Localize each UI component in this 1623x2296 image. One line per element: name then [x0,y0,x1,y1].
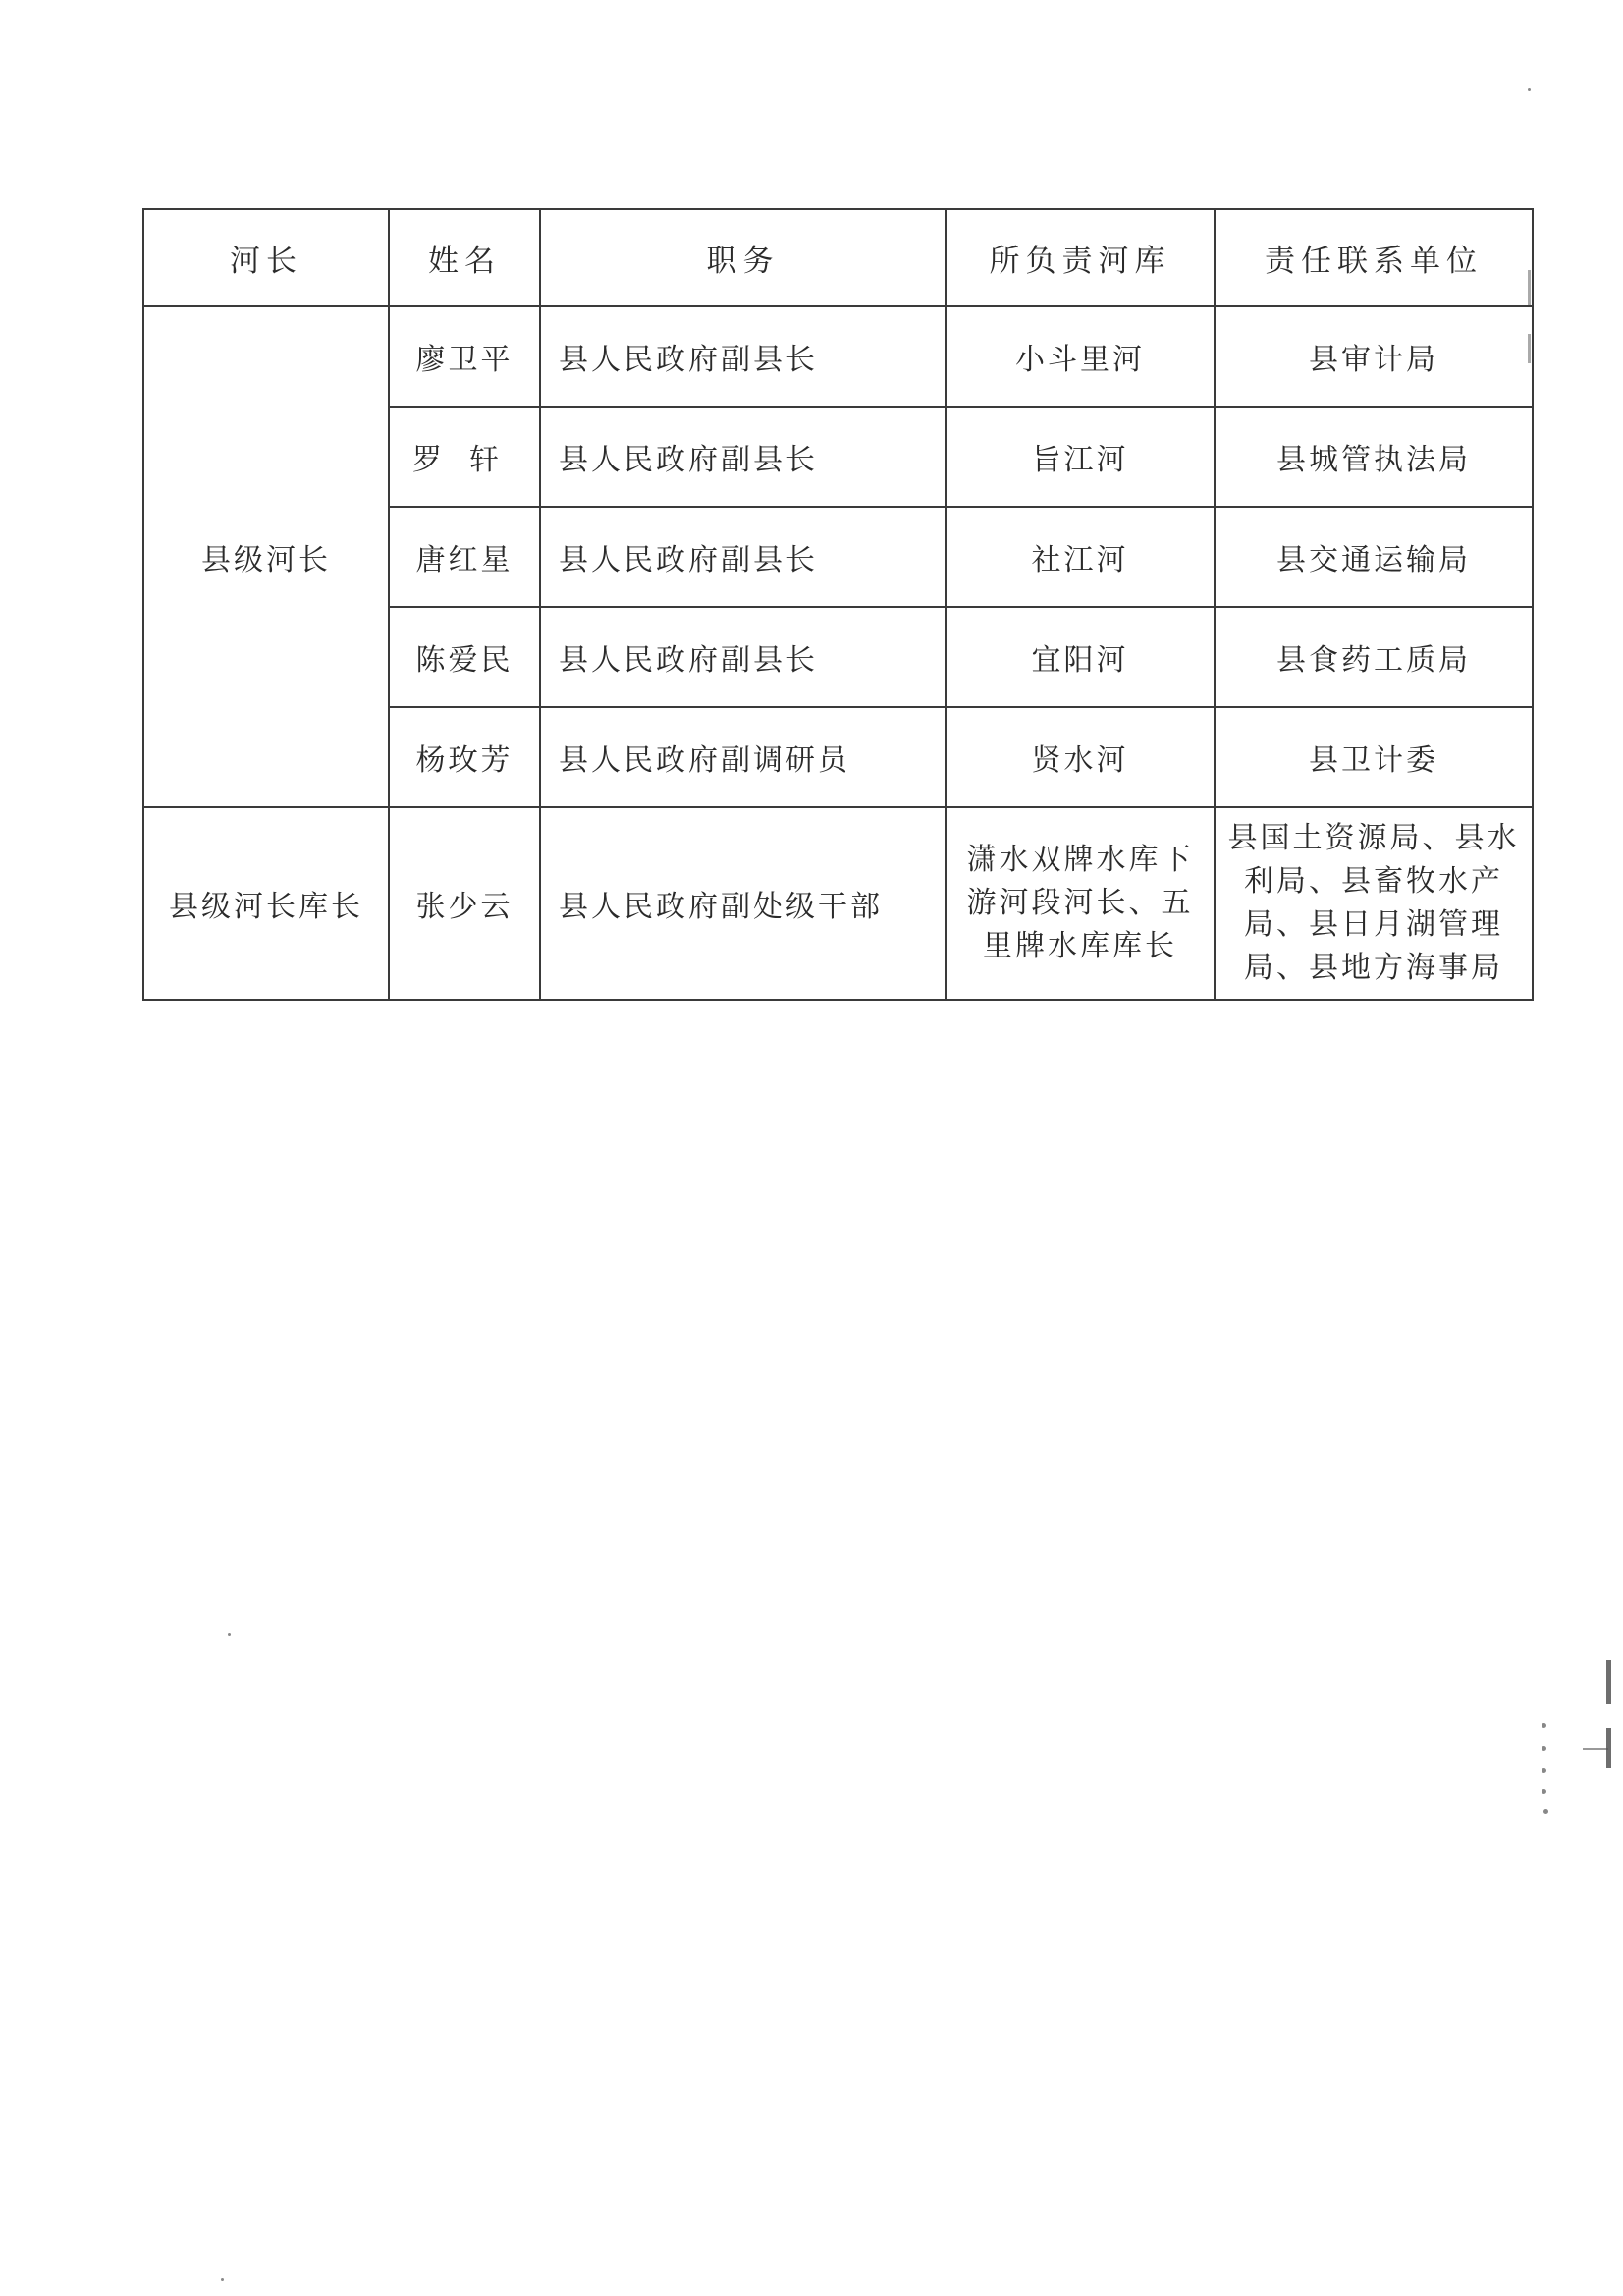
table-row [143,306,1533,407]
river-line: 里牌水库库长 [983,929,1177,963]
unit-cell: 县卫计委 [1215,707,1533,807]
scan-artifact-mark [1583,1748,1608,1750]
scan-artifact-mark [1606,1660,1611,1704]
unit-line: 县国土资源局、县水 [1227,821,1520,855]
name-cell: 杨玫芳 [389,707,540,807]
name-cell: 陈爱民 [389,607,540,707]
group-cell-county-river-chief: 县级河长 [143,306,389,807]
name-text: 罗轩 [412,443,526,477]
unit-cell: 县交通运输局 [1215,507,1533,607]
name-cell: 唐红星 [389,507,540,607]
unit-cell: 县城管执法局 [1215,407,1533,507]
scan-artifact-dot [1542,1768,1546,1773]
scan-artifact-dot [228,1633,231,1636]
unit-cell [1215,807,1533,1000]
duty-cell: 县人民政府副县长 [540,507,946,607]
header-contact-unit: 责任联系单位 [1215,209,1533,306]
header-name: 姓名 [389,209,540,306]
header-duty: 职务 [540,209,946,306]
scan-artifact-dot [1542,1789,1546,1794]
unit-cell: 县食药工质局 [1215,607,1533,707]
river-cell: 社江河 [946,507,1215,607]
duty-cell: 县人民政府副县长 [540,407,946,507]
river-cell: 旨江河 [946,407,1215,507]
river-cell: 小斗里河 [946,306,1215,407]
name-cell: 张少云 [389,807,540,1000]
scan-artifact-dot [1528,88,1531,91]
name-cell [389,407,540,507]
river-cell: 宜阳河 [946,607,1215,707]
duty-cell: 县人民政府副处级干部 [540,807,946,1000]
duty-cell: 县人民政府副调研员 [540,707,946,807]
scan-artifact-mark [1528,334,1531,363]
group-cell-county-river-reservoir-chief: 县级河长库长 [143,807,389,1000]
scan-artifact-mark [1528,270,1531,305]
table-row [143,807,1533,1000]
river-line: 游河段河长、五 [966,886,1194,920]
unit-cell: 县审计局 [1215,306,1533,407]
scan-artifact-dot [1542,1746,1546,1751]
unit-line: 局、县地方海事局 [1244,951,1503,985]
scan-artifact-dot [1542,1723,1546,1728]
scan-artifact-dot [1543,1809,1548,1814]
unit-line: 局、县日月湖管理 [1244,907,1503,942]
scan-artifact-dot [221,2278,224,2281]
header-river-chief: 河长 [143,209,389,306]
river-line: 潇水双牌水库下 [966,843,1194,877]
river-cell: 贤水河 [946,707,1215,807]
river-chief-table [142,208,1534,1001]
duty-cell: 县人民政府副县长 [540,306,946,407]
unit-line: 利局、县畜牧水产 [1244,864,1503,899]
table-header-row [143,209,1533,306]
header-responsible-river: 所负责河库 [946,209,1215,306]
name-cell: 廖卫平 [389,306,540,407]
river-cell [946,807,1215,1000]
duty-cell: 县人民政府副县长 [540,607,946,707]
